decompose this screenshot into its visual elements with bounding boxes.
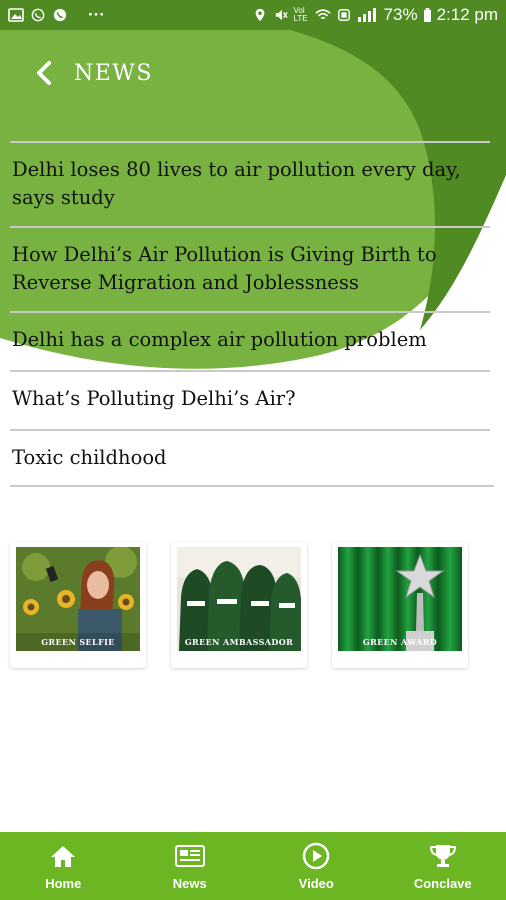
wifi-icon bbox=[315, 8, 331, 22]
back-button[interactable] bbox=[14, 50, 74, 96]
feature-cards bbox=[10, 542, 470, 668]
newspaper-icon bbox=[175, 845, 205, 867]
app-header bbox=[0, 50, 506, 96]
network-type: Vol LTE bbox=[293, 6, 308, 23]
news-title: How Delhi’s Air Pollution is Giving Birth to Reverse Migration and Joblessness bbox=[12, 243, 437, 294]
home-icon bbox=[50, 844, 76, 868]
green-ambassador-card[interactable] bbox=[171, 542, 307, 668]
data-saver-icon bbox=[336, 8, 352, 22]
battery-percent: 73% bbox=[383, 5, 418, 24]
nav-label: News bbox=[172, 876, 207, 891]
nav-news[interactable] bbox=[127, 832, 254, 900]
card-caption: GREEN AWARD bbox=[362, 637, 438, 647]
status-bar bbox=[0, 0, 506, 30]
news-title: Delhi loses 80 lives to air pollution every day, says study bbox=[12, 158, 461, 209]
phone-notification-icon bbox=[52, 8, 68, 22]
nav-home[interactable] bbox=[0, 832, 127, 900]
play-circle-icon bbox=[302, 842, 330, 870]
news-title: Delhi has a complex air pollution problem bbox=[12, 328, 427, 351]
news-item[interactable] bbox=[10, 311, 490, 370]
green-selfie-card[interactable] bbox=[10, 542, 146, 668]
mute-icon bbox=[273, 8, 289, 22]
news-title: What’s Polluting Delhi’s Air? bbox=[12, 387, 296, 410]
trophy-icon bbox=[429, 843, 457, 869]
card-caption: GREEN AMBASSADOR bbox=[184, 637, 294, 647]
clock: 2:12 pm bbox=[436, 5, 498, 24]
news-item[interactable] bbox=[10, 226, 490, 311]
overflow-notifications: ··· bbox=[88, 5, 105, 24]
ambassador-photo bbox=[177, 547, 301, 651]
nav-label: Video bbox=[298, 876, 334, 891]
green-award-card[interactable] bbox=[332, 542, 468, 668]
nav-conclave[interactable] bbox=[380, 832, 506, 900]
bottom-navigation bbox=[0, 832, 506, 900]
signal-icon bbox=[357, 8, 379, 22]
location-icon bbox=[252, 8, 268, 22]
news-list bbox=[10, 141, 490, 487]
list-divider bbox=[10, 485, 494, 487]
news-item[interactable] bbox=[10, 429, 490, 485]
whatsapp-notification-icon bbox=[30, 8, 46, 22]
news-title: Toxic childhood bbox=[12, 446, 167, 469]
green-ambassador-image bbox=[177, 547, 301, 651]
page-title: NEWS bbox=[74, 60, 153, 86]
news-item[interactable] bbox=[10, 370, 490, 429]
chevron-left-icon bbox=[35, 60, 53, 86]
nav-video[interactable] bbox=[253, 832, 380, 900]
nav-label: Conclave bbox=[413, 876, 472, 891]
selfie-photo bbox=[16, 547, 140, 651]
green-award-image bbox=[338, 547, 462, 651]
card-caption: GREEN SELFIE bbox=[41, 637, 115, 647]
gallery-notification-icon bbox=[8, 8, 24, 22]
news-item[interactable] bbox=[10, 141, 490, 226]
nav-label: Home bbox=[45, 876, 82, 891]
green-selfie-image bbox=[16, 547, 140, 651]
award-photo bbox=[338, 547, 462, 651]
battery-icon bbox=[423, 8, 432, 22]
